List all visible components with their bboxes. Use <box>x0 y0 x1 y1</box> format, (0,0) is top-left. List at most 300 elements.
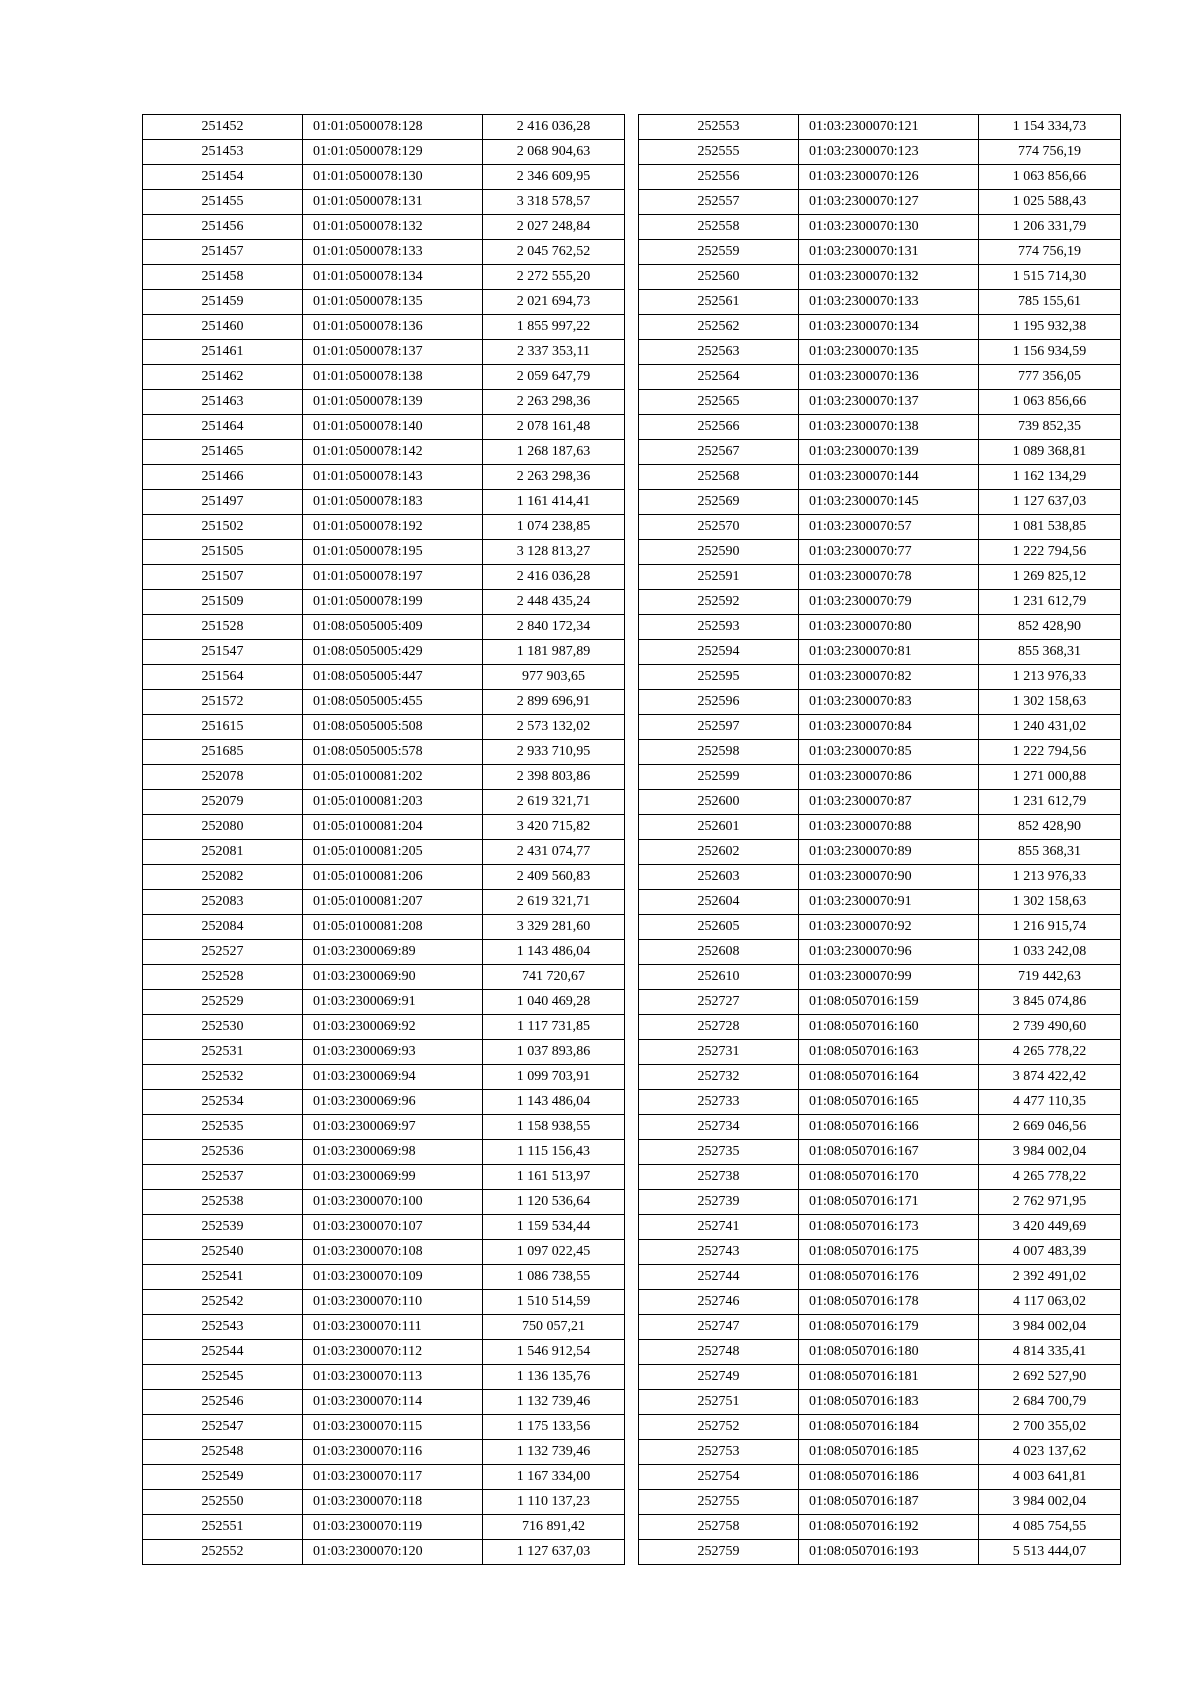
row-number-cell: 252753 <box>639 1440 799 1465</box>
value-cell: 1 161 513,97 <box>483 1165 625 1190</box>
table-row <box>639 1015 1121 1040</box>
cadastral-number-cell: 01:01:0500078:137 <box>303 340 483 365</box>
value-cell: 1 213 976,33 <box>979 665 1121 690</box>
cadastral-number-cell: 01:03:2300070:135 <box>799 340 979 365</box>
value-cell: 1 143 486,04 <box>483 940 625 965</box>
row-number-cell: 252749 <box>639 1365 799 1390</box>
cadastral-number-cell: 01:03:2300070:119 <box>303 1515 483 1540</box>
cadastral-number-cell: 01:01:0500078:199 <box>303 590 483 615</box>
value-cell: 4 003 641,81 <box>979 1465 1121 1490</box>
table-row <box>639 390 1121 415</box>
value-cell: 1 156 934,59 <box>979 340 1121 365</box>
table-row <box>639 1390 1121 1415</box>
cadastral-number-cell: 01:03:2300070:81 <box>799 640 979 665</box>
cadastral-number-cell: 01:08:0505005:455 <box>303 690 483 715</box>
value-cell: 1 161 414,41 <box>483 490 625 515</box>
table-row <box>143 415 625 440</box>
cadastral-number-cell: 01:03:2300070:87 <box>799 790 979 815</box>
table-row <box>639 415 1121 440</box>
table-row <box>143 1090 625 1115</box>
row-number-cell: 252530 <box>143 1015 303 1040</box>
row-number-cell: 252738 <box>639 1165 799 1190</box>
value-cell: 4 085 754,55 <box>979 1515 1121 1540</box>
row-number-cell: 252557 <box>639 190 799 215</box>
value-cell: 1 127 637,03 <box>483 1540 625 1565</box>
value-cell: 1 515 714,30 <box>979 265 1121 290</box>
row-number-cell: 252568 <box>639 465 799 490</box>
table-row <box>639 990 1121 1015</box>
value-cell: 4 023 137,62 <box>979 1440 1121 1465</box>
table-row <box>639 590 1121 615</box>
cadastral-number-cell: 01:03:2300070:114 <box>303 1390 483 1415</box>
value-cell: 977 903,65 <box>483 665 625 690</box>
value-cell: 2 027 248,84 <box>483 215 625 240</box>
row-number-cell: 251464 <box>143 415 303 440</box>
table-row <box>639 140 1121 165</box>
table-row <box>639 1340 1121 1365</box>
value-cell: 4 477 110,35 <box>979 1090 1121 1115</box>
row-number-cell: 252565 <box>639 390 799 415</box>
cadastral-number-cell: 01:03:2300070:85 <box>799 740 979 765</box>
value-cell: 2 272 555,20 <box>483 265 625 290</box>
table-row <box>639 865 1121 890</box>
row-number-cell: 252601 <box>639 815 799 840</box>
cadastral-number-cell: 01:01:0500078:130 <box>303 165 483 190</box>
row-number-cell: 252597 <box>639 715 799 740</box>
cadastral-number-cell: 01:08:0507016:160 <box>799 1015 979 1040</box>
table-row <box>639 540 1121 565</box>
value-cell: 1 063 856,66 <box>979 165 1121 190</box>
row-number-cell: 252536 <box>143 1140 303 1165</box>
table-row <box>143 115 625 140</box>
table-row <box>143 165 625 190</box>
row-number-cell: 252728 <box>639 1015 799 1040</box>
cadastral-number-cell: 01:08:0505005:447 <box>303 665 483 690</box>
cadastral-number-cell: 01:05:0100081:208 <box>303 915 483 940</box>
row-number-cell: 252553 <box>639 115 799 140</box>
value-cell: 2 416 036,28 <box>483 565 625 590</box>
value-cell: 1 136 135,76 <box>483 1365 625 1390</box>
table-row <box>143 315 625 340</box>
row-number-cell: 252608 <box>639 940 799 965</box>
value-cell: 1 167 334,00 <box>483 1465 625 1490</box>
row-number-cell: 252754 <box>639 1465 799 1490</box>
cadastral-number-cell: 01:08:0505005:409 <box>303 615 483 640</box>
row-number-cell: 252595 <box>639 665 799 690</box>
value-cell: 4 117 063,02 <box>979 1290 1121 1315</box>
cadastral-number-cell: 01:08:0507016:192 <box>799 1515 979 1540</box>
cadastral-number-cell: 01:08:0505005:578 <box>303 740 483 765</box>
table-row <box>143 1515 625 1540</box>
value-cell: 785 155,61 <box>979 290 1121 315</box>
table-row <box>639 1140 1121 1165</box>
table-row <box>639 965 1121 990</box>
row-number-cell: 252755 <box>639 1490 799 1515</box>
row-number-cell: 252732 <box>639 1065 799 1090</box>
row-number-cell: 252541 <box>143 1265 303 1290</box>
row-number-cell: 251509 <box>143 590 303 615</box>
row-number-cell: 252602 <box>639 840 799 865</box>
cadastral-number-cell: 01:08:0507016:170 <box>799 1165 979 1190</box>
table-row <box>143 1165 625 1190</box>
cadastral-number-cell: 01:03:2300070:136 <box>799 365 979 390</box>
value-cell: 739 852,35 <box>979 415 1121 440</box>
value-cell: 5 513 444,07 <box>979 1540 1121 1565</box>
table-row <box>639 1165 1121 1190</box>
table-row <box>143 1240 625 1265</box>
table-row <box>143 465 625 490</box>
table-row <box>639 840 1121 865</box>
row-number-cell: 252555 <box>639 140 799 165</box>
cadastral-number-cell: 01:08:0507016:176 <box>799 1265 979 1290</box>
value-cell: 1 231 612,79 <box>979 790 1121 815</box>
row-number-cell: 252591 <box>639 565 799 590</box>
cadastral-number-cell: 01:03:2300070:117 <box>303 1465 483 1490</box>
row-number-cell: 252594 <box>639 640 799 665</box>
value-cell: 1 269 825,12 <box>979 565 1121 590</box>
value-cell: 855 368,31 <box>979 840 1121 865</box>
row-number-cell: 251572 <box>143 690 303 715</box>
cadastral-number-cell: 01:03:2300070:113 <box>303 1365 483 1390</box>
value-cell: 2 398 803,86 <box>483 765 625 790</box>
cadastral-number-cell: 01:01:0500078:128 <box>303 115 483 140</box>
cadastral-number-cell: 01:03:2300069:94 <box>303 1065 483 1090</box>
cadastral-number-cell: 01:01:0500078:143 <box>303 465 483 490</box>
value-cell: 4 265 778,22 <box>979 1165 1121 1190</box>
value-cell: 2 840 172,34 <box>483 615 625 640</box>
value-cell: 1 074 238,85 <box>483 515 625 540</box>
cadastral-number-cell: 01:08:0507016:180 <box>799 1340 979 1365</box>
value-cell: 777 356,05 <box>979 365 1121 390</box>
table-row <box>143 290 625 315</box>
row-number-cell: 252551 <box>143 1515 303 1540</box>
cadastral-number-cell: 01:03:2300070:110 <box>303 1290 483 1315</box>
row-number-cell: 252596 <box>639 690 799 715</box>
row-number-cell: 252544 <box>143 1340 303 1365</box>
table-row <box>639 890 1121 915</box>
row-number-cell: 252084 <box>143 915 303 940</box>
value-cell: 1 158 938,55 <box>483 1115 625 1140</box>
value-cell: 2 263 298,36 <box>483 390 625 415</box>
row-number-cell: 252537 <box>143 1165 303 1190</box>
row-number-cell: 252610 <box>639 965 799 990</box>
value-cell: 2 078 161,48 <box>483 415 625 440</box>
cadastral-number-cell: 01:03:2300070:138 <box>799 415 979 440</box>
value-cell: 1 110 137,23 <box>483 1490 625 1515</box>
cadastral-number-cell: 01:08:0507016:159 <box>799 990 979 1015</box>
row-number-cell: 252564 <box>639 365 799 390</box>
value-cell: 3 874 422,42 <box>979 1065 1121 1090</box>
value-cell: 4 814 335,41 <box>979 1340 1121 1365</box>
table-row <box>639 1540 1121 1565</box>
row-number-cell: 252559 <box>639 240 799 265</box>
row-number-cell: 251685 <box>143 740 303 765</box>
value-cell: 1 546 912,54 <box>483 1340 625 1365</box>
cadastral-number-cell: 01:03:2300070:84 <box>799 715 979 740</box>
table-row <box>143 640 625 665</box>
value-cell: 2 337 353,11 <box>483 340 625 365</box>
cadastral-number-cell: 01:03:2300070:78 <box>799 565 979 590</box>
table-row <box>639 1315 1121 1340</box>
row-number-cell: 252083 <box>143 890 303 915</box>
row-number-cell: 252528 <box>143 965 303 990</box>
value-cell: 2 669 046,56 <box>979 1115 1121 1140</box>
table-row <box>143 590 625 615</box>
row-number-cell: 251497 <box>143 490 303 515</box>
cadastral-number-cell: 01:08:0507016:184 <box>799 1415 979 1440</box>
value-cell: 741 720,67 <box>483 965 625 990</box>
table-row <box>143 1490 625 1515</box>
cadastral-number-cell: 01:01:0500078:129 <box>303 140 483 165</box>
row-number-cell: 252759 <box>639 1540 799 1565</box>
value-cell: 852 428,90 <box>979 815 1121 840</box>
value-cell: 3 318 578,57 <box>483 190 625 215</box>
cadastral-number-cell: 01:03:2300069:99 <box>303 1165 483 1190</box>
row-number-cell: 251457 <box>143 240 303 265</box>
cadastral-number-cell: 01:08:0507016:165 <box>799 1090 979 1115</box>
value-cell: 1 089 368,81 <box>979 440 1121 465</box>
cadastral-number-cell: 01:03:2300070:131 <box>799 240 979 265</box>
value-cell: 3 329 281,60 <box>483 915 625 940</box>
value-cell: 1 231 612,79 <box>979 590 1121 615</box>
table-row <box>639 1065 1121 1090</box>
table-row <box>143 690 625 715</box>
row-number-cell: 252539 <box>143 1215 303 1240</box>
cadastral-number-cell: 01:03:2300069:97 <box>303 1115 483 1140</box>
value-cell: 1 117 731,85 <box>483 1015 625 1040</box>
value-cell: 750 057,21 <box>483 1315 625 1340</box>
value-cell: 2 346 609,95 <box>483 165 625 190</box>
table-row <box>143 740 625 765</box>
value-cell: 1 159 534,44 <box>483 1215 625 1240</box>
value-cell: 2 619 321,71 <box>483 890 625 915</box>
table-row <box>143 840 625 865</box>
row-number-cell: 252550 <box>143 1490 303 1515</box>
value-cell: 2 619 321,71 <box>483 790 625 815</box>
row-number-cell: 252535 <box>143 1115 303 1140</box>
cadastral-number-cell: 01:03:2300070:91 <box>799 890 979 915</box>
value-cell: 1 063 856,66 <box>979 390 1121 415</box>
cadastral-number-cell: 01:01:0500078:131 <box>303 190 483 215</box>
table-row <box>143 990 625 1015</box>
value-cell: 855 368,31 <box>979 640 1121 665</box>
table-row <box>143 1190 625 1215</box>
row-number-cell: 252569 <box>639 490 799 515</box>
table-row <box>143 515 625 540</box>
table-row <box>639 1365 1121 1390</box>
table-row <box>639 715 1121 740</box>
row-number-cell: 252547 <box>143 1415 303 1440</box>
row-number-cell: 252538 <box>143 1190 303 1215</box>
row-number-cell: 251452 <box>143 115 303 140</box>
table-row <box>639 1440 1121 1465</box>
row-number-cell: 252529 <box>143 990 303 1015</box>
value-cell: 4 265 778,22 <box>979 1040 1121 1065</box>
table-row <box>143 1040 625 1065</box>
row-number-cell: 252605 <box>639 915 799 940</box>
value-cell: 1 132 739,46 <box>483 1440 625 1465</box>
value-cell: 1 040 469,28 <box>483 990 625 1015</box>
table-row <box>143 440 625 465</box>
value-cell: 1 510 514,59 <box>483 1290 625 1315</box>
row-number-cell: 252598 <box>639 740 799 765</box>
row-number-cell: 252534 <box>143 1090 303 1115</box>
cadastral-number-cell: 01:01:0500078:136 <box>303 315 483 340</box>
value-cell: 2 573 132,02 <box>483 715 625 740</box>
table-row <box>143 940 625 965</box>
cadastral-number-cell: 01:03:2300069:91 <box>303 990 483 1015</box>
value-cell: 1 143 486,04 <box>483 1090 625 1115</box>
table-row <box>639 1415 1121 1440</box>
table-row <box>639 440 1121 465</box>
row-number-cell: 251465 <box>143 440 303 465</box>
value-cell: 3 420 715,82 <box>483 815 625 840</box>
row-number-cell: 252600 <box>639 790 799 815</box>
table-row <box>143 790 625 815</box>
cadastral-number-cell: 01:03:2300070:79 <box>799 590 979 615</box>
cadastral-number-cell: 01:03:2300070:86 <box>799 765 979 790</box>
cadastral-number-cell: 01:03:2300070:90 <box>799 865 979 890</box>
cadastral-number-cell: 01:03:2300070:127 <box>799 190 979 215</box>
value-cell: 4 007 483,39 <box>979 1240 1121 1265</box>
table-row <box>639 740 1121 765</box>
value-cell: 2 899 696,91 <box>483 690 625 715</box>
cadastral-number-cell: 01:01:0500078:139 <box>303 390 483 415</box>
cadastral-number-cell: 01:03:2300070:83 <box>799 690 979 715</box>
cadastral-table-right <box>638 114 1121 1565</box>
table-row <box>143 1290 625 1315</box>
table-row <box>143 1140 625 1165</box>
table-row <box>639 615 1121 640</box>
cadastral-number-cell: 01:03:2300070:130 <box>799 215 979 240</box>
table-row <box>639 1490 1121 1515</box>
cadastral-number-cell: 01:03:2300070:77 <box>799 540 979 565</box>
row-number-cell: 251547 <box>143 640 303 665</box>
value-cell: 2 684 700,79 <box>979 1390 1121 1415</box>
value-cell: 3 984 002,04 <box>979 1140 1121 1165</box>
value-cell: 1 037 893,86 <box>483 1040 625 1065</box>
row-number-cell: 252590 <box>639 540 799 565</box>
value-cell: 3 128 813,27 <box>483 540 625 565</box>
value-cell: 1 162 134,29 <box>979 465 1121 490</box>
table-row <box>639 515 1121 540</box>
table-row <box>639 1115 1121 1140</box>
table-row <box>639 1040 1121 1065</box>
row-number-cell: 251459 <box>143 290 303 315</box>
cadastral-number-cell: 01:01:0500078:142 <box>303 440 483 465</box>
table-row <box>143 140 625 165</box>
cadastral-number-cell: 01:08:0507016:175 <box>799 1240 979 1265</box>
row-number-cell: 252081 <box>143 840 303 865</box>
cadastral-number-cell: 01:08:0507016:171 <box>799 1190 979 1215</box>
row-number-cell: 251528 <box>143 615 303 640</box>
cadastral-number-cell: 01:03:2300070:134 <box>799 315 979 340</box>
row-number-cell: 252604 <box>639 890 799 915</box>
table-row <box>143 390 625 415</box>
value-cell: 3 845 074,86 <box>979 990 1121 1015</box>
cadastral-number-cell: 01:03:2300070:115 <box>303 1415 483 1440</box>
row-number-cell: 252531 <box>143 1040 303 1065</box>
cadastral-number-cell: 01:03:2300070:80 <box>799 615 979 640</box>
cadastral-number-cell: 01:03:2300070:133 <box>799 290 979 315</box>
row-number-cell: 252543 <box>143 1315 303 1340</box>
table-row <box>639 1090 1121 1115</box>
table-row <box>143 1540 625 1565</box>
value-cell: 2 392 491,02 <box>979 1265 1121 1290</box>
table-row <box>143 915 625 940</box>
table-row <box>143 540 625 565</box>
row-number-cell: 252748 <box>639 1340 799 1365</box>
table-row <box>143 1440 625 1465</box>
cadastral-number-cell: 01:03:2300070:120 <box>303 1540 483 1565</box>
table-row <box>639 915 1121 940</box>
table-row <box>143 1065 625 1090</box>
row-number-cell: 252562 <box>639 315 799 340</box>
value-cell: 2 409 560,83 <box>483 865 625 890</box>
cadastral-number-cell: 01:03:2300069:93 <box>303 1040 483 1065</box>
cadastral-number-cell: 01:05:0100081:202 <box>303 765 483 790</box>
table-row <box>143 1115 625 1140</box>
row-number-cell: 252599 <box>639 765 799 790</box>
cadastral-number-cell: 01:01:0500078:134 <box>303 265 483 290</box>
value-cell: 1 206 331,79 <box>979 215 1121 240</box>
cadastral-number-cell: 01:01:0500078:132 <box>303 215 483 240</box>
cadastral-number-cell: 01:08:0507016:179 <box>799 1315 979 1340</box>
value-cell: 1 033 242,08 <box>979 940 1121 965</box>
cadastral-number-cell: 01:03:2300070:118 <box>303 1490 483 1515</box>
table-row <box>143 1415 625 1440</box>
row-number-cell: 251502 <box>143 515 303 540</box>
cadastral-number-cell: 01:08:0507016:185 <box>799 1440 979 1465</box>
row-number-cell: 252744 <box>639 1265 799 1290</box>
row-number-cell: 252733 <box>639 1090 799 1115</box>
table-row <box>639 1515 1121 1540</box>
cadastral-number-cell: 01:01:0500078:183 <box>303 490 483 515</box>
cadastral-number-cell: 01:03:2300070:57 <box>799 515 979 540</box>
value-cell: 774 756,19 <box>979 140 1121 165</box>
row-number-cell: 251453 <box>143 140 303 165</box>
value-cell: 1 222 794,56 <box>979 540 1121 565</box>
row-number-cell: 252561 <box>639 290 799 315</box>
row-number-cell: 251458 <box>143 265 303 290</box>
cadastral-number-cell: 01:05:0100081:207 <box>303 890 483 915</box>
table-row <box>143 1215 625 1240</box>
cadastral-number-cell: 01:03:2300070:96 <box>799 940 979 965</box>
value-cell: 2 431 074,77 <box>483 840 625 865</box>
cadastral-number-cell: 01:08:0507016:183 <box>799 1390 979 1415</box>
table-row <box>143 815 625 840</box>
value-cell: 719 442,63 <box>979 965 1121 990</box>
table-row <box>639 115 1121 140</box>
row-number-cell: 252739 <box>639 1190 799 1215</box>
value-cell: 1 213 976,33 <box>979 865 1121 890</box>
value-cell: 852 428,90 <box>979 615 1121 640</box>
table-row <box>639 165 1121 190</box>
row-number-cell: 252552 <box>143 1540 303 1565</box>
row-number-cell: 251615 <box>143 715 303 740</box>
row-number-cell: 252079 <box>143 790 303 815</box>
row-number-cell: 252082 <box>143 865 303 890</box>
table-row <box>639 340 1121 365</box>
table-row <box>143 1340 625 1365</box>
cadastral-number-cell: 01:08:0507016:193 <box>799 1540 979 1565</box>
table-row <box>143 340 625 365</box>
cadastral-number-cell: 01:01:0500078:135 <box>303 290 483 315</box>
row-number-cell: 252727 <box>639 990 799 1015</box>
cadastral-number-cell: 01:03:2300070:112 <box>303 1340 483 1365</box>
cadastral-number-cell: 01:01:0500078:138 <box>303 365 483 390</box>
value-cell: 1 216 915,74 <box>979 915 1121 940</box>
